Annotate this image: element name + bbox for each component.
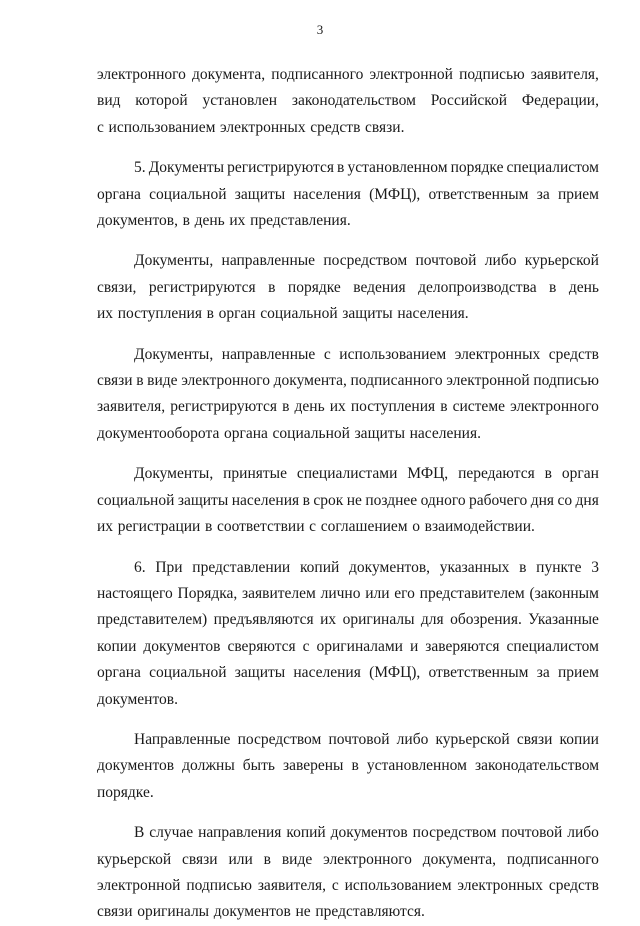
paragraph	[97, 62, 599, 141]
text-line: их регистрации в соответствии с соглашением о взаимодействии.	[97, 518, 535, 536]
paragraph-gap	[97, 713, 599, 727]
text-line: порядке.	[97, 783, 154, 801]
text-line: заявителя, регистрируются в день их поступления в системе электронного	[97, 398, 599, 416]
paragraph-gap	[97, 541, 599, 555]
text-line: органа социальной защиты населения (МФЦ), ответственным за прием	[97, 664, 599, 682]
text-line: связи оригиналы документов не представляются.	[97, 903, 425, 921]
text-line: копии документов сверяются с оригиналами и заверяются специалистом	[97, 637, 599, 655]
text-line: курьерской связи или в виде электронного документа, подписанного	[97, 850, 599, 868]
text-line: электронного документа, подписанного электронной подписью заявителя,	[97, 66, 599, 83]
text-line: Документы, направленные с использованием электронных средств	[134, 345, 599, 363]
paragraph	[97, 727, 599, 806]
text-line: органа социальной защиты населения (МФЦ), ответственным за прием	[97, 185, 599, 203]
paragraph	[97, 820, 599, 926]
text-line: 5. Документы регистрируются в установленном порядке специалистом	[134, 159, 599, 177]
text-line: документов должны быть заверены в установленном законодательством	[97, 757, 599, 775]
text-line: связи в виде электронного документа, подписанного электронной подписью	[97, 372, 599, 390]
text-line: 6. При представлении копий документов, указанных в пункте 3	[134, 558, 599, 576]
paragraph-gap	[97, 806, 599, 820]
text-line: связи, регистрируются в порядке ведения делопроизводства в день	[97, 278, 599, 296]
text-line: документооборота органа социальной защиты населения.	[97, 424, 481, 442]
paragraph	[97, 342, 599, 448]
document-body	[97, 62, 599, 926]
paragraph-gap	[97, 328, 599, 342]
paragraph	[97, 155, 599, 234]
text-line: электронной подписью заявителя, с использованием электронных средств	[97, 876, 599, 894]
text-line: документов.	[97, 690, 178, 708]
paragraph	[97, 248, 599, 327]
text-line: их поступления в орган социальной защиты населения.	[97, 305, 469, 323]
paragraph	[97, 555, 599, 713]
text-line: с использованием электронных средств связи.	[97, 118, 405, 136]
paragraph-gap	[97, 141, 599, 155]
paragraph	[97, 461, 599, 540]
text-line: социальной защиты населения в срок не позднее одного рабочего дня со дня	[97, 491, 599, 509]
text-line: настоящего Порядка, заявителем лично или его представителем (законным	[97, 584, 599, 602]
text-line: Направленные посредством почтовой либо курьерской связи копии	[134, 730, 599, 748]
text-line: документов, в день их представления.	[97, 212, 351, 230]
text-line: представителем) предъявляются их оригиналы для обозрения. Указанные	[97, 611, 599, 629]
text-line: Документы, направленные посредством почтовой либо курьерской	[134, 252, 599, 270]
text-line: В случае направления копий документов посредством почтовой либо	[134, 824, 599, 842]
page-number: 3	[316, 22, 324, 37]
paragraph-gap	[97, 447, 599, 461]
paragraph-gap	[97, 234, 599, 248]
text-line: вид которой установлен законодательством Российской Федерации,	[97, 92, 599, 110]
text-line: Документы, принятые специалистами МФЦ, передаются в орган	[134, 465, 599, 483]
